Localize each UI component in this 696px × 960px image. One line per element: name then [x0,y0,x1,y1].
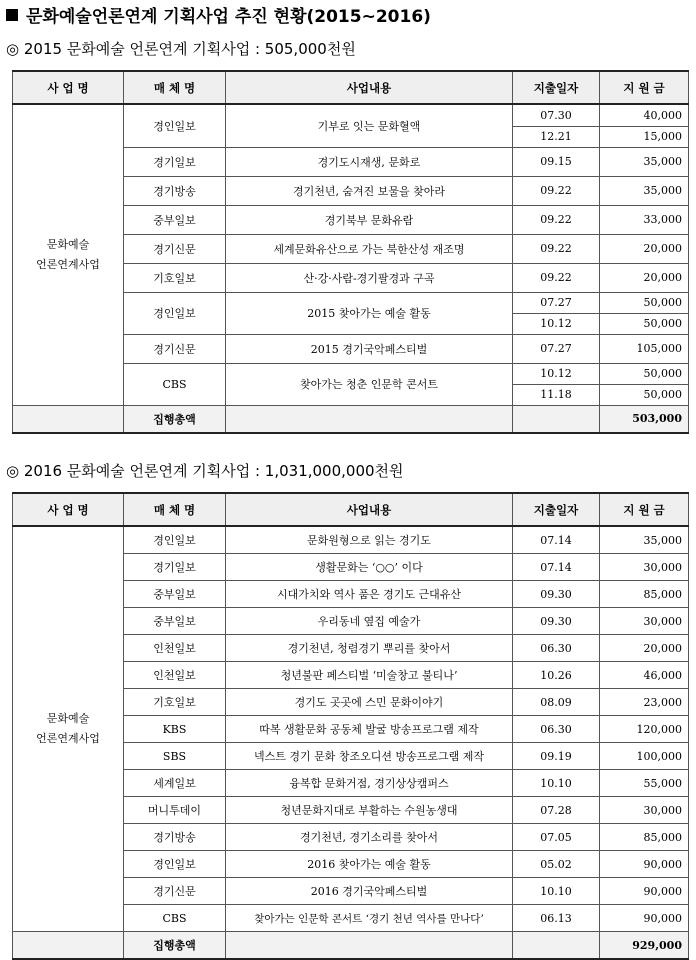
media-cell: 세계일보 [124,770,226,797]
category-line: 언론연계사업 [36,732,100,745]
header-content: 사업내용 [226,71,513,104]
table-2016 [12,492,689,960]
content-cell: 경기도시재생, 문화로 [226,147,513,176]
total-amount: 929,000 [600,932,689,960]
page-title [6,2,431,27]
amount-cell: 50,000 [600,363,689,384]
amount-cell: 30,000 [600,797,689,824]
amount-cell: 50,000 [600,292,689,313]
category-line: 문화예술 [46,712,90,725]
header-amount: 지 원 금 [600,71,689,104]
date-cell: 06.30 [513,635,600,662]
square-bullet-icon [6,9,18,21]
media-cell: KBS [124,716,226,743]
content-cell: 경기도 곳곳에 스민 문화이야기 [226,689,513,716]
amount-cell: 20,000 [600,234,689,263]
media-cell: 중부일보 [124,608,226,635]
category-line: 문화예술 [46,237,90,251]
media-cell: 인천일보 [124,662,226,689]
amount-cell: 85,000 [600,581,689,608]
content-cell: 경기천년, 경기소리를 찾아서 [226,824,513,851]
media-cell: SBS [124,743,226,770]
total-label: 집행총액 [124,932,226,960]
media-cell: 인천일보 [124,635,226,662]
amount-cell: 50,000 [600,313,689,334]
content-cell: 2015 경기국악페스티벌 [226,334,513,363]
category-cell [13,104,124,405]
content-cell: 2016 경기국악페스티벌 [226,878,513,905]
amount-cell: 23,000 [600,689,689,716]
table-row [13,526,689,554]
amount-cell: 50,000 [600,384,689,405]
date-cell: 06.13 [513,905,600,932]
content-cell: 융복합 문화거점, 경기상상캠퍼스 [226,770,513,797]
content-cell: 찾아가는 청춘 인문학 콘서트 [226,363,513,405]
media-cell: 경인일보 [124,104,226,147]
media-cell: 경기방송 [124,176,226,205]
total-label: 집행총액 [124,405,226,433]
date-cell: 09.30 [513,581,600,608]
media-cell: 중부일보 [124,205,226,234]
date-cell: 09.22 [513,176,600,205]
amount-cell: 20,000 [600,635,689,662]
media-cell: 경기일보 [124,554,226,581]
date-cell: 09.22 [513,263,600,292]
category-line: 언론연계사업 [36,257,100,271]
content-cell: 시대가치와 역사 품은 경기도 근대유산 [226,581,513,608]
total-row [13,405,689,433]
table-header-row [13,71,689,104]
total-empty-cell [513,405,600,433]
content-cell: 세계문화유산으로 가는 북한산성 재조명 [226,234,513,263]
media-cell: 경기신문 [124,334,226,363]
content-cell: 경기북부 문화유람 [226,205,513,234]
amount-cell: 120,000 [600,716,689,743]
amount-cell: 40,000 [600,104,689,126]
media-cell: 경기방송 [124,824,226,851]
header-media: 매 체 명 [124,493,226,526]
date-cell: 10.12 [513,363,600,384]
date-cell: 09.15 [513,147,600,176]
content-cell: 경기천년, 청렴경기 뿌리를 찾아서 [226,635,513,662]
amount-cell: 30,000 [600,554,689,581]
media-cell: CBS [124,905,226,932]
amount-cell: 90,000 [600,851,689,878]
content-cell: 찾아가는 인문학 콘서트 ‘경기 천년 역사를 만나다’ [226,905,513,932]
media-cell: 경기신문 [124,234,226,263]
date-cell: 07.27 [513,292,600,313]
content-cell: 2015 찾아가는 예술 활동 [226,292,513,334]
header-date: 지출일자 [513,493,600,526]
media-cell: 중부일보 [124,581,226,608]
amount-cell: 100,000 [600,743,689,770]
table-row [13,104,689,126]
date-cell: 09.19 [513,743,600,770]
amount-cell: 35,000 [600,526,689,554]
date-cell: 06.30 [513,716,600,743]
total-empty-cell [513,932,600,960]
date-cell: 07.14 [513,526,600,554]
total-row [13,932,689,960]
date-cell: 08.09 [513,689,600,716]
content-cell: 문화원형으로 읽는 경기도 [226,526,513,554]
media-cell: 경인일보 [124,292,226,334]
date-cell: 10.10 [513,770,600,797]
amount-cell: 105,000 [600,334,689,363]
total-empty-cell [13,405,124,433]
date-cell: 07.14 [513,554,600,581]
media-cell: CBS [124,363,226,405]
date-cell: 07.27 [513,334,600,363]
content-cell: 따복 생활문화 공동체 발굴 방송프로그램 제작 [226,716,513,743]
date-cell: 10.12 [513,313,600,334]
content-cell: 산·강·사람-경기팔경과 구곡 [226,263,513,292]
total-empty-cell [226,932,513,960]
date-cell: 10.10 [513,878,600,905]
media-cell: 경인일보 [124,526,226,554]
content-cell: 생활문화는 ‘○○’ 이다 [226,554,513,581]
amount-cell: 46,000 [600,662,689,689]
header-date: 지출일자 [513,71,600,104]
amount-cell: 85,000 [600,824,689,851]
amount-cell: 90,000 [600,878,689,905]
amount-cell: 15,000 [600,126,689,147]
content-cell: 경기천년, 숨겨진 보물을 찾아라 [226,176,513,205]
amount-cell: 30,000 [600,608,689,635]
media-cell: 기호일보 [124,689,226,716]
page-title-text: 문화예술언론연계 기획사업 추진 현황(2015~2016) [26,7,431,27]
category-cell [13,526,124,932]
media-cell: 머니투데이 [124,797,226,824]
total-empty-cell [226,405,513,433]
media-cell: 경인일보 [124,851,226,878]
header-business: 사 업 명 [13,493,124,526]
header-business: 사 업 명 [13,71,124,104]
date-cell: 09.22 [513,234,600,263]
content-cell: 청년문화지대로 부활하는 수원농생대 [226,797,513,824]
date-cell: 10.26 [513,662,600,689]
header-amount: 지 원 금 [600,493,689,526]
media-cell: 경기신문 [124,878,226,905]
amount-cell: 20,000 [600,263,689,292]
amount-cell: 35,000 [600,147,689,176]
date-cell: 11.18 [513,384,600,405]
table-header-row [13,493,689,526]
date-cell: 07.28 [513,797,600,824]
content-cell: 기부로 잇는 문화혈액 [226,104,513,147]
amount-cell: 35,000 [600,176,689,205]
date-cell: 12.21 [513,126,600,147]
total-empty-cell [13,932,124,960]
date-cell: 09.22 [513,205,600,234]
date-cell: 07.30 [513,104,600,126]
amount-cell: 90,000 [600,905,689,932]
content-cell: 청년불판 페스티벌 ‘미술창고 불티나’ [226,662,513,689]
content-cell: 넥스트 경기 문화 창조오디션 방송프로그램 제작 [226,743,513,770]
amount-cell: 33,000 [600,205,689,234]
date-cell: 07.05 [513,824,600,851]
total-amount: 503,000 [600,405,689,433]
header-content: 사업내용 [226,493,513,526]
media-cell: 기호일보 [124,263,226,292]
content-cell: 우리동네 옆집 예술가 [226,608,513,635]
table-2015 [12,70,689,434]
content-cell: 2016 찾아가는 예술 활동 [226,851,513,878]
media-cell: 경기일보 [124,147,226,176]
date-cell: 05.02 [513,851,600,878]
header-media: 매 체 명 [124,71,226,104]
amount-cell: 55,000 [600,770,689,797]
date-cell: 09.30 [513,608,600,635]
section-2015-heading: ◎ 2015 문화예술 언론연계 기획사업 : 505,000천원 [6,40,356,58]
section-2016-heading: ◎ 2016 문화예술 언론연계 기획사업 : 1,031,000,000천원 [6,462,404,480]
